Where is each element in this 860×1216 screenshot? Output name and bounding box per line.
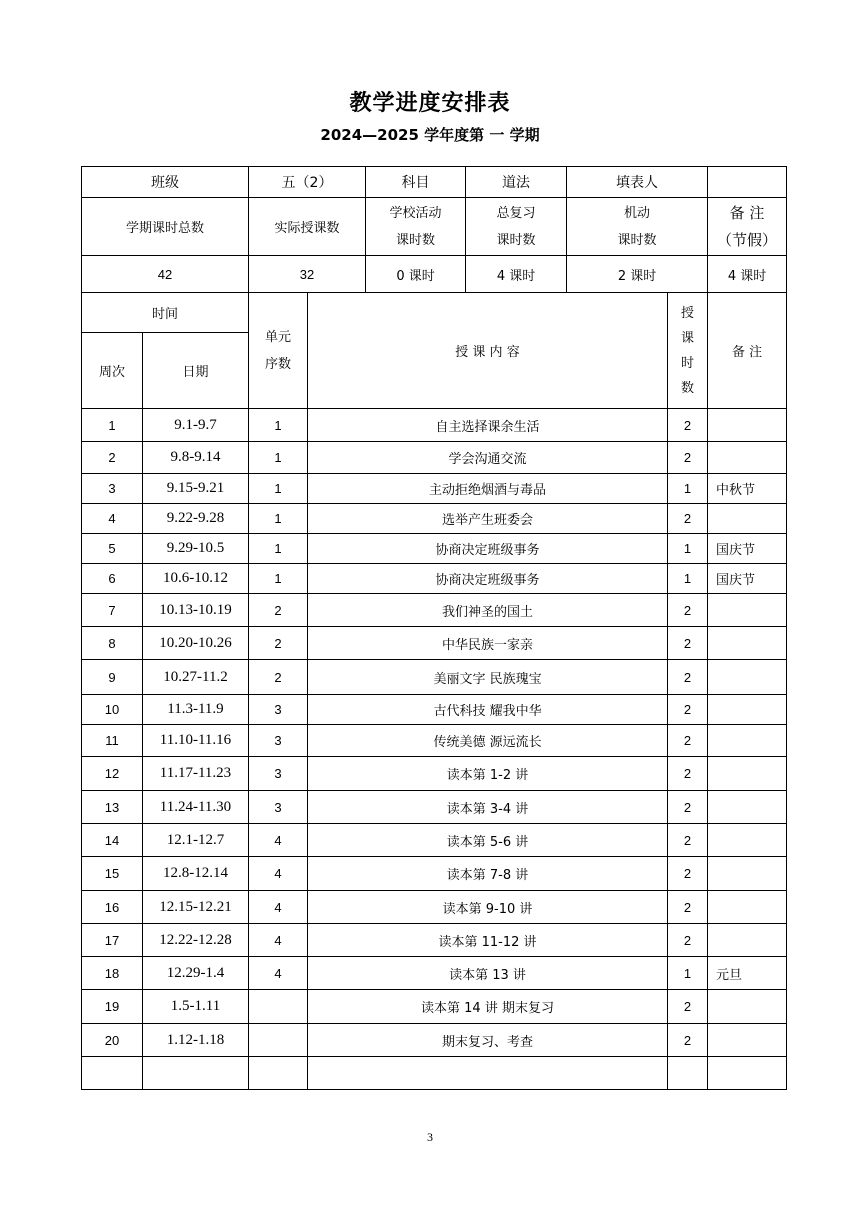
filler-value: [708, 167, 787, 198]
holiday-hours-value: 4 课时: [708, 256, 787, 293]
content-cell: 中华民族一家亲: [308, 627, 668, 660]
content-header: 授 课 内 容: [308, 293, 668, 409]
hours-header-char: 课: [681, 330, 695, 346]
date-header: 日期: [143, 333, 249, 409]
week-cell: 13: [82, 791, 143, 824]
table-row: [82, 504, 787, 534]
content-cell: 自主选择课余生活: [308, 409, 668, 442]
remark-cell: [708, 409, 787, 442]
week-cell: 15: [82, 857, 143, 891]
remark-cell: 元旦: [708, 957, 787, 990]
header-row: [82, 167, 787, 198]
date-cell: 9.22-9.28: [143, 504, 249, 534]
review-label-line2: 课时数: [496, 232, 536, 248]
unit-cell: 1: [249, 442, 308, 474]
week-header: 周次: [82, 333, 143, 409]
column-header-row-1: [82, 293, 787, 333]
date-cell: 11.17-11.23: [143, 757, 249, 791]
remark-cell: [708, 990, 787, 1024]
unit-cell: 1: [249, 534, 308, 564]
remark-cell: [708, 725, 787, 757]
activity-label-line2: 课时数: [396, 232, 436, 248]
date-cell: 9.15-9.21: [143, 474, 249, 504]
time-header: 时间: [82, 293, 249, 333]
week-cell: 16: [82, 891, 143, 924]
remark-cell: [708, 627, 787, 660]
table-row: [82, 857, 787, 891]
week-cell: 1: [82, 409, 143, 442]
remark-cell: [708, 824, 787, 857]
table-row: [82, 1057, 787, 1090]
remark-cell: 国庆节: [708, 564, 787, 594]
hours-cell: 2: [668, 824, 708, 857]
table-row: [82, 891, 787, 924]
date-cell: 11.10-11.16: [143, 725, 249, 757]
remark-cell: [708, 1024, 787, 1057]
actual-hours-label: 实际授课数: [249, 198, 366, 256]
hours-cell: 2: [668, 409, 708, 442]
date-cell: 1.5-1.11: [143, 990, 249, 1024]
week-cell: 2: [82, 442, 143, 474]
content-cell: 读本第 14 讲 期末复习: [308, 990, 668, 1024]
remark-cell: [708, 594, 787, 627]
class-label: 班级: [82, 167, 249, 198]
week-cell: 5: [82, 534, 143, 564]
subject-value: 道法: [466, 167, 567, 198]
remark-cell: [708, 442, 787, 474]
content-cell: 美丽文字 民族瑰宝: [308, 660, 668, 695]
remark-cell: [708, 1057, 787, 1090]
content-cell: 选举产生班委会: [308, 504, 668, 534]
page-title: 教学进度安排表: [349, 91, 511, 116]
table-row: [82, 534, 787, 564]
unit-cell: 3: [249, 757, 308, 791]
hours-cell: 1: [668, 474, 708, 504]
hours-cell: 2: [668, 627, 708, 660]
content-cell: 传统美德 源远流长: [308, 725, 668, 757]
date-cell: 10.13-10.19: [143, 594, 249, 627]
date-cell: 10.27-11.2: [143, 660, 249, 695]
hours-cell: 2: [668, 504, 708, 534]
hours-cell: 1: [668, 534, 708, 564]
hours-cell: 2: [668, 725, 708, 757]
summary-label-row: [82, 198, 787, 256]
hours-cell: 1: [668, 957, 708, 990]
unit-header-line1: 单元: [264, 329, 291, 345]
flex-label-line1: 机动: [624, 205, 651, 221]
table-row: [82, 474, 787, 504]
holiday-remark-label: [708, 198, 787, 256]
unit-cell: 4: [249, 891, 308, 924]
hours-cell: 2: [668, 660, 708, 695]
remark-cell: [708, 924, 787, 957]
remark-label-line2: （节假）: [717, 230, 778, 249]
content-cell: 主动拒绝烟酒与毒品: [308, 474, 668, 504]
content-cell: 期末复习、考查: [308, 1024, 668, 1057]
summary-value-row: [82, 256, 787, 293]
hours-header: [668, 293, 708, 409]
week-cell: 6: [82, 564, 143, 594]
date-cell: 11.3-11.9: [143, 695, 249, 725]
page-number: 3: [427, 1130, 433, 1144]
flex-hours-value: 2 课时: [567, 256, 708, 293]
unit-cell: 3: [249, 791, 308, 824]
table-row: [82, 791, 787, 824]
remark-cell: 国庆节: [708, 534, 787, 564]
unit-cell: 4: [249, 924, 308, 957]
week-cell: 3: [82, 474, 143, 504]
hours-cell: 2: [668, 442, 708, 474]
content-cell: 古代科技 耀我中华: [308, 695, 668, 725]
unit-cell: 1: [249, 504, 308, 534]
review-hours-label: [466, 198, 567, 256]
date-cell: 9.1-9.7: [143, 409, 249, 442]
date-cell: 12.22-12.28: [143, 924, 249, 957]
total-hours-value: 42: [82, 256, 249, 293]
week-cell: 4: [82, 504, 143, 534]
date-cell: 12.29-1.4: [143, 957, 249, 990]
class-value: 五（2）: [249, 167, 366, 198]
table-row: [82, 1024, 787, 1057]
date-cell: 11.24-11.30: [143, 791, 249, 824]
schedule-table: [81, 166, 787, 1090]
remark-cell: [708, 791, 787, 824]
week-cell: 14: [82, 824, 143, 857]
table-row: [82, 725, 787, 757]
week-cell: 17: [82, 924, 143, 957]
table-row: [82, 442, 787, 474]
date-cell: [143, 1057, 249, 1090]
unit-cell: 1: [249, 474, 308, 504]
week-cell: 9: [82, 660, 143, 695]
filler-label: 填表人: [567, 167, 708, 198]
table-row: [82, 409, 787, 442]
hours-cell: 2: [668, 594, 708, 627]
week-cell: [82, 1057, 143, 1090]
remark-cell: [708, 695, 787, 725]
total-hours-label: 学期课时总数: [82, 198, 249, 256]
week-cell: 12: [82, 757, 143, 791]
table-row: [82, 990, 787, 1024]
date-cell: 9.29-10.5: [143, 534, 249, 564]
table-row: [82, 757, 787, 791]
table-row: [82, 660, 787, 695]
content-cell: 读本第 9-10 讲: [308, 891, 668, 924]
page-subtitle: 2024—2025 学年度第 一 学期: [320, 126, 540, 144]
activity-label-line1: 学校活动: [389, 205, 442, 221]
content-cell: 协商决定班级事务: [308, 564, 668, 594]
week-cell: 20: [82, 1024, 143, 1057]
table-row: [82, 824, 787, 857]
actual-hours-value: 32: [249, 256, 366, 293]
week-cell: 7: [82, 594, 143, 627]
date-cell: 12.8-12.14: [143, 857, 249, 891]
content-cell: 协商决定班级事务: [308, 534, 668, 564]
activity-hours-label: [366, 198, 466, 256]
content-cell: 我们神圣的国土: [308, 594, 668, 627]
week-cell: 11: [82, 725, 143, 757]
unit-cell: 3: [249, 725, 308, 757]
table-row: [82, 924, 787, 957]
activity-hours-value: 0 课时: [366, 256, 466, 293]
table-row: [82, 564, 787, 594]
unit-cell: 4: [249, 957, 308, 990]
unit-cell: [249, 1024, 308, 1057]
remark-cell: [708, 857, 787, 891]
table-row: [82, 695, 787, 725]
remark-label-line1: 备 注: [729, 203, 765, 222]
remark-cell: [708, 504, 787, 534]
unit-cell: 4: [249, 824, 308, 857]
content-cell: 读本第 5-6 讲: [308, 824, 668, 857]
review-hours-value: 4 课时: [466, 256, 567, 293]
table-row: [82, 594, 787, 627]
content-cell: 读本第 11-12 讲: [308, 924, 668, 957]
remark-cell: [708, 891, 787, 924]
unit-cell: [249, 1057, 308, 1090]
content-cell: 读本第 1-2 讲: [308, 757, 668, 791]
remark-header: 备 注: [708, 293, 787, 409]
remark-cell: [708, 660, 787, 695]
unit-cell: 3: [249, 695, 308, 725]
unit-header-line2: 序数: [264, 356, 291, 372]
flex-hours-label: [567, 198, 708, 256]
week-cell: 10: [82, 695, 143, 725]
date-cell: 10.6-10.12: [143, 564, 249, 594]
date-cell: 9.8-9.14: [143, 442, 249, 474]
unit-cell: [249, 990, 308, 1024]
hours-cell: 2: [668, 924, 708, 957]
hours-cell: 2: [668, 1024, 708, 1057]
unit-cell: 2: [249, 660, 308, 695]
unit-cell: 4: [249, 857, 308, 891]
unit-cell: 1: [249, 564, 308, 594]
date-cell: 12.1-12.7: [143, 824, 249, 857]
date-cell: 1.12-1.18: [143, 1024, 249, 1057]
content-cell: 读本第 3-4 讲: [308, 791, 668, 824]
hours-cell: 2: [668, 990, 708, 1024]
hours-header-char: 时: [681, 355, 695, 371]
table-row: [82, 627, 787, 660]
hours-cell: 2: [668, 891, 708, 924]
unit-cell: 2: [249, 627, 308, 660]
hours-cell: [668, 1057, 708, 1090]
hours-header-char: 数: [681, 380, 695, 396]
date-cell: 12.15-12.21: [143, 891, 249, 924]
unit-cell: 1: [249, 409, 308, 442]
hours-cell: 2: [668, 791, 708, 824]
content-cell: 学会沟通交流: [308, 442, 668, 474]
review-label-line1: 总复习: [496, 205, 536, 221]
hours-cell: 2: [668, 757, 708, 791]
hours-header-char: 授: [681, 305, 695, 321]
remark-cell: [708, 757, 787, 791]
week-cell: 19: [82, 990, 143, 1024]
hours-cell: 2: [668, 695, 708, 725]
table-row: [82, 957, 787, 990]
week-cell: 18: [82, 957, 143, 990]
content-cell: [308, 1057, 668, 1090]
date-cell: 10.20-10.26: [143, 627, 249, 660]
subject-label: 科目: [366, 167, 466, 198]
remark-cell: 中秋节: [708, 474, 787, 504]
hours-cell: 1: [668, 564, 708, 594]
content-cell: 读本第 13 讲: [308, 957, 668, 990]
unit-cell: 2: [249, 594, 308, 627]
unit-header: [249, 293, 308, 409]
hours-cell: 2: [668, 857, 708, 891]
week-cell: 8: [82, 627, 143, 660]
content-cell: 读本第 7-8 讲: [308, 857, 668, 891]
flex-label-line2: 课时数: [617, 232, 657, 248]
